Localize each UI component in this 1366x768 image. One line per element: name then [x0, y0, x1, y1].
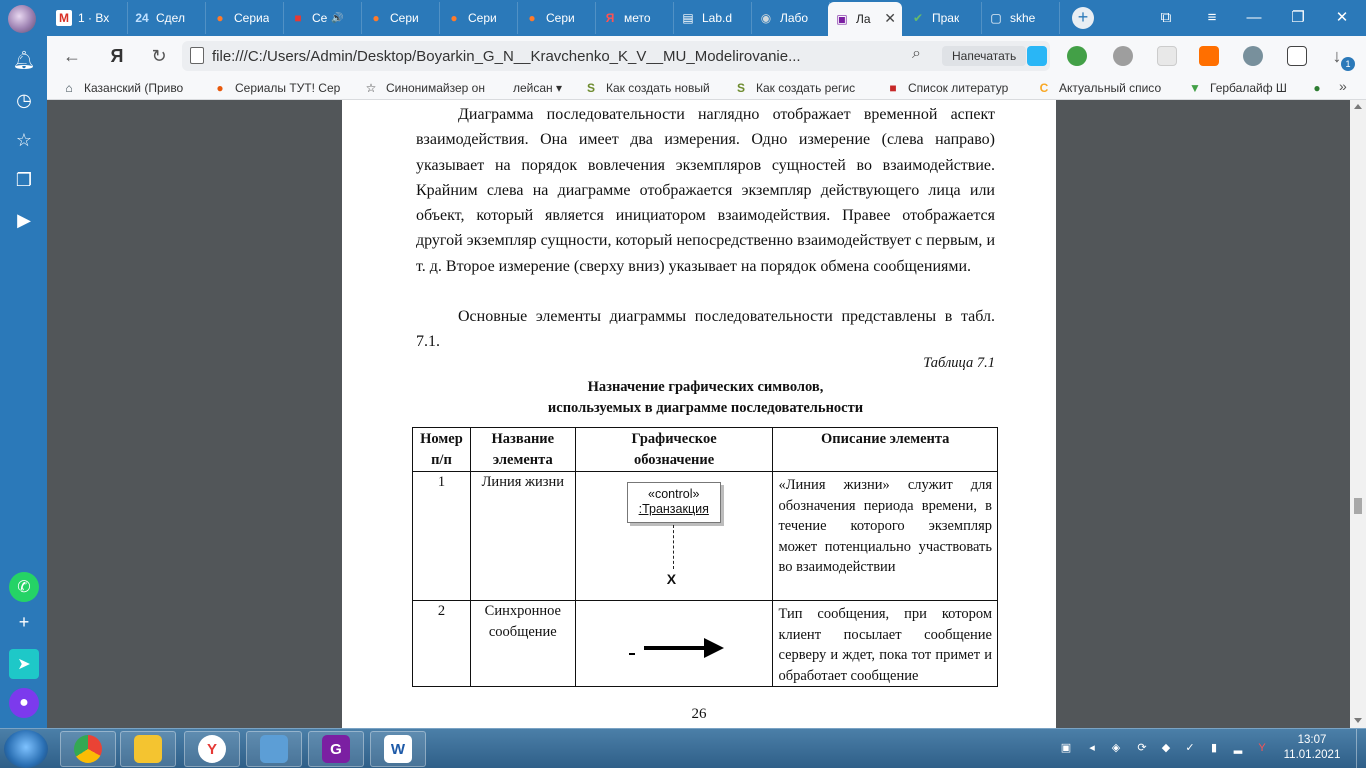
s-logo-icon: S [586, 81, 595, 95]
cat-icon: ● [216, 81, 224, 95]
whatsapp-icon[interactable]: ✆ [9, 572, 39, 602]
pdf-viewer [47, 100, 1350, 728]
star-icon: ☆ [365, 81, 377, 95]
scroll-up-icon[interactable] [1354, 104, 1362, 109]
yandex-icon: Я [605, 11, 615, 25]
tray-device-icon[interactable]: ▮ [1210, 742, 1218, 754]
destroy-mark: X [666, 571, 677, 587]
bookmark-item[interactable] [885, 79, 1008, 97]
tab-4[interactable] [284, 2, 362, 34]
tab-title: Прак [932, 11, 960, 25]
cell-name: Синхронное сообщение [470, 601, 575, 687]
windows-taskbar [0, 728, 1366, 768]
pdf-icon: ▣ [836, 12, 848, 26]
globe-extension-icon[interactable] [1243, 46, 1263, 66]
chrome-icon [74, 735, 102, 763]
c-logo-icon: C [1039, 81, 1049, 95]
document-icon: ▤ [682, 11, 694, 25]
add-app-icon[interactable]: + [18, 612, 30, 632]
left-sidebar [0, 36, 47, 728]
bookmark-label: лейсан ▾ [513, 81, 563, 95]
cell-num: 1 [413, 472, 471, 601]
tray-sync-icon[interactable]: ⟳ [1137, 742, 1147, 754]
bookmark-item[interactable] [733, 79, 855, 97]
tab-title: skhe [1010, 11, 1036, 25]
cat-icon: ● [216, 11, 224, 25]
cell-description: «Линия жизни» служит для обозначения периода времени, в течение которого экземпляр может потенциально участвовать во взаимодействии [773, 472, 998, 601]
hamburger-menu-icon[interactable]: ≡ [1207, 9, 1217, 26]
taskbar-chrome[interactable] [60, 731, 116, 767]
show-desktop-button[interactable] [1356, 729, 1366, 768]
stereotype-label: «control» [648, 487, 700, 501]
taskbar-word[interactable] [370, 731, 426, 767]
tray-update-icon[interactable]: ✓ [1185, 742, 1195, 754]
profile-avatar[interactable] [8, 5, 36, 33]
tab-10[interactable] [752, 2, 830, 34]
building-icon: ⌂ [65, 81, 73, 95]
document-icon: ▢ [990, 11, 1002, 25]
tabs-menu-icon[interactable]: ⧉ [1160, 9, 1172, 26]
book-icon: ■ [889, 81, 897, 95]
address-toolbar [47, 36, 1366, 76]
history-icon[interactable]: ◷ [16, 90, 32, 110]
download-badge: 1 [1341, 57, 1355, 71]
yandex-browser-icon: Y [198, 735, 226, 763]
tab-title: Сдел [156, 11, 185, 25]
magnifier-extension-icon[interactable] [1113, 46, 1133, 66]
bookmark-label: Актуальный списо [1059, 81, 1162, 95]
cell-name: Линия жизни [470, 472, 575, 601]
cat-icon: ● [372, 11, 380, 25]
bell-icon[interactable]: 🔔︎ [12, 50, 36, 70]
bookmark-item[interactable] [1187, 79, 1287, 97]
tab-active[interactable] [828, 2, 902, 36]
tab-title: Ла [856, 12, 871, 26]
bookmark-label: Список литератур [908, 81, 1009, 95]
cell-description: Тип сообщения, при котором клиент посылает сообщение серверу и ждет, пока тот примет и обработает сообщение [773, 601, 998, 687]
bookmark-item[interactable] [1309, 79, 1332, 97]
restore-icon[interactable]: ❐ [1291, 9, 1305, 26]
arrow-tick [629, 653, 635, 655]
bookmarks-more-icon[interactable]: » [1339, 78, 1347, 94]
cat-extension-icon[interactable] [1199, 46, 1219, 66]
tray-network-icon[interactable]: ▂ [1233, 742, 1243, 754]
tab-title: Сери [546, 11, 575, 25]
yandex-logo-icon[interactable]: Я [110, 46, 124, 66]
cell-num: 2 [413, 601, 471, 687]
cat-icon: ● [450, 11, 458, 25]
bookmark-item[interactable] [363, 79, 485, 97]
table-caption-line1: Назначение графических символов, [587, 379, 824, 395]
taskbar-control-panel[interactable] [246, 731, 302, 767]
tab-2[interactable] [128, 2, 206, 34]
extension-sync-icon[interactable] [1027, 46, 1047, 66]
address-bar[interactable] [182, 41, 1050, 71]
tray-shield-icon[interactable]: ◆ [1161, 742, 1171, 754]
tab-strip [0, 0, 1366, 36]
url-input[interactable]: file:///C:/Users/Admin/Desktop/Boyarkin_G_N__Kravchenko_K_V__MU_Modelirovanie... [212, 48, 801, 65]
pdf-page [342, 100, 1056, 728]
player-icon[interactable]: ▶ [17, 210, 31, 230]
alice-icon[interactable]: ● [9, 688, 39, 718]
taskbar-pdf[interactable] [308, 731, 364, 767]
tray-volume-icon[interactable]: ◂ [1089, 742, 1095, 754]
tab-1[interactable] [50, 2, 128, 34]
folder-icon [134, 735, 162, 763]
new-tab-button[interactable]: + [1072, 7, 1094, 29]
shield-icon[interactable] [1067, 46, 1087, 66]
table-caption-line2: используемых в диаграмме последовательности [547, 400, 864, 416]
tab-6[interactable] [440, 2, 518, 34]
bookmark-item[interactable] [1036, 79, 1161, 97]
cell-graphic [575, 472, 773, 601]
search-lens-icon[interactable]: ⌕ [912, 45, 921, 62]
back-arrow-icon[interactable]: ← [63, 46, 81, 66]
tab-title: Сери [468, 11, 497, 25]
tab-title: Сериа [234, 11, 270, 25]
tab-title: Се [312, 11, 328, 25]
header-desc: Описание элемента [773, 428, 998, 472]
bookmark-label: Гербалайф Ш [1210, 81, 1287, 95]
table-header-row [413, 428, 998, 472]
print-button[interactable]: Напечатать [942, 46, 1026, 66]
table-number: Таблица 7.1 [923, 355, 995, 371]
header-name: Название элемента [470, 428, 575, 472]
tab-5[interactable] [362, 2, 440, 34]
tab-9[interactable] [674, 2, 752, 34]
b24-icon: 24 [135, 11, 149, 25]
tab-12[interactable] [904, 2, 982, 34]
tab-7[interactable] [518, 2, 596, 34]
tab-title: Лабо [780, 11, 809, 25]
globe-icon: ◉ [760, 11, 772, 25]
bookmark-label: Казанский (Приво [84, 81, 184, 95]
paragraph: Основные элементы диаграммы последовательности представлены в табл. 7.1. [416, 308, 995, 351]
vertical-scrollbar[interactable] [1350, 100, 1366, 728]
paragraph: Диаграмма последовательности наглядно отображает временной аспект взаимодействия. Она имеет два измерения. Одно измерение (слева направо) указывает на порядок вовлечения экземпляров сущностей во взаимодействие. Крайним слева на диаграмме отображается экземпляр действующего лица или объект, который является инициатором взаимодействия. Правее отображается другой экземпляр сущности, который непосредственно взаимодействует с первым, и т. д. Второе измерение (сверху вниз) указывает на порядок обмена сообщениями. [416, 106, 995, 275]
bookmarks-bar [47, 76, 1366, 100]
scroll-down-icon[interactable] [1354, 718, 1362, 723]
taskbar-yandex[interactable] [184, 731, 240, 767]
tab-13[interactable] [982, 2, 1060, 34]
bookmark-folder[interactable] [513, 79, 562, 97]
tray-yandex-icon[interactable]: Y [1258, 742, 1266, 754]
bookmark-manager-icon[interactable] [1287, 46, 1307, 66]
sync-arrow-line [644, 646, 706, 650]
lifeline-dashed-line [673, 525, 674, 569]
taskbar-clock[interactable] [1278, 733, 1346, 763]
scrollbar-thumb[interactable] [1354, 498, 1362, 514]
tab-title: 1 · Вх [78, 11, 110, 25]
download-icon[interactable]: ↓ [1332, 46, 1342, 66]
word-icon: W [384, 735, 412, 763]
reload-icon[interactable]: ↻ [151, 46, 167, 66]
tab-title: Lab.d [702, 11, 733, 25]
tray-app-icon[interactable]: ◈ [1111, 742, 1121, 754]
cat-icon: ● [528, 11, 536, 25]
messenger-icon[interactable]: ➤ [9, 649, 39, 679]
object-name-label: :Транзакция [638, 502, 709, 516]
check-icon: ✔ [912, 11, 924, 25]
header-num: Номер п/п [413, 428, 471, 472]
bookmark-item[interactable] [61, 79, 183, 97]
pdf-app-icon: G [322, 735, 350, 763]
sync-arrow-head-icon [704, 638, 724, 658]
bookmark-item[interactable] [583, 79, 710, 97]
star-icon[interactable]: ☆ [15, 130, 33, 150]
table-row [413, 472, 998, 601]
header-graph: Графическое обозначение [575, 428, 773, 472]
bookmark-label: Как создать регис [756, 81, 856, 95]
tab-8[interactable] [596, 2, 674, 34]
close-window-icon[interactable]: ✕ [1335, 9, 1349, 26]
clock-date: 11.01.2021 [1283, 749, 1341, 761]
collections-icon[interactable]: ❐ [15, 170, 33, 190]
table-row [413, 601, 998, 687]
start-button[interactable] [4, 730, 48, 768]
bookmark-label: Как создать новый [606, 81, 710, 95]
lifeline-object-box [627, 482, 721, 523]
s-logo-icon: S [736, 81, 745, 95]
tray-teams-icon[interactable]: ▣ [1060, 742, 1072, 754]
close-tab-icon[interactable]: ✕ [884, 10, 896, 26]
bookmark-label: Синонимайзер он [386, 81, 485, 95]
tab-3[interactable] [206, 2, 284, 34]
minimize-icon[interactable]: — [1246, 9, 1262, 26]
cell-graphic [575, 601, 773, 687]
tab-title: Сери [390, 11, 419, 25]
tab-title: мето [624, 11, 651, 25]
file-icon [190, 47, 204, 64]
bookmark-item[interactable] [212, 79, 340, 97]
bookmark-label: Сериалы ТУТ! Сер [235, 81, 341, 95]
gmail-icon: M [56, 10, 72, 26]
table [412, 427, 998, 687]
taskbar-explorer[interactable] [120, 731, 176, 767]
red-square-icon: ■ [294, 11, 302, 25]
herbalife-icon: ▼ [1189, 81, 1201, 95]
speaker-icon[interactable]: 🔊 [331, 12, 344, 24]
green-circle-icon: ● [1313, 81, 1321, 95]
page-number: 26 [691, 706, 707, 722]
clock-time: 13:07 [1297, 734, 1327, 746]
control-panel-icon [260, 735, 288, 763]
blank-extension-icon[interactable] [1157, 46, 1177, 66]
